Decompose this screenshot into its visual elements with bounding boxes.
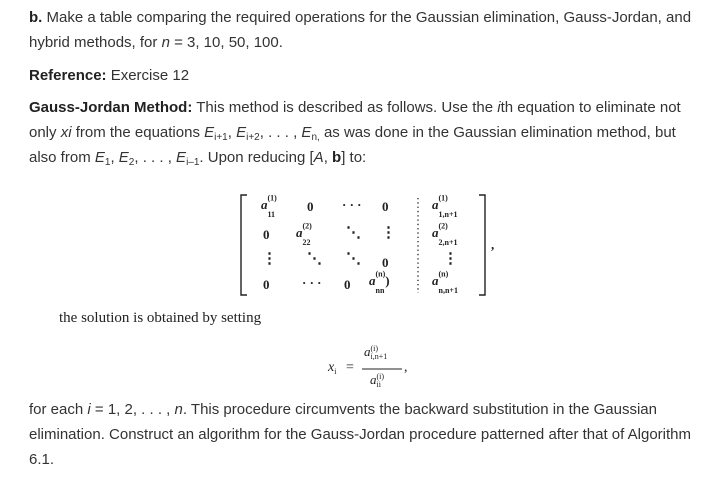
entry-a2n1	[432, 221, 458, 247]
a: a	[369, 273, 376, 288]
gj-e1-sub: i+1	[214, 132, 228, 143]
gj-text-2: th equation to eliminate not only	[29, 99, 681, 141]
vdots: ⋮	[443, 251, 458, 267]
vdots: ⋮	[381, 225, 396, 241]
sub: 1,n+1	[438, 209, 458, 219]
entry-ann	[369, 269, 390, 295]
x: x	[328, 360, 335, 375]
a: a	[432, 197, 439, 212]
sub: ii	[376, 380, 381, 390]
vdots: ⋮	[262, 251, 277, 267]
closing-text-1: for each	[29, 401, 88, 418]
formula-lhs	[328, 360, 336, 376]
reduced-matrix	[239, 193, 495, 297]
entry-zero: 0	[382, 199, 389, 214]
fraction-bar	[362, 368, 402, 370]
gj-text-6: ] to:	[341, 149, 367, 166]
sup: (n)	[375, 269, 386, 279]
a: a	[261, 197, 268, 212]
close-paren: )	[385, 273, 390, 288]
sub: n,n+1	[438, 285, 458, 295]
entry-a11	[261, 193, 277, 219]
gj-en-sub: n,	[311, 132, 320, 143]
entry-zero: 0	[263, 227, 270, 242]
solution-formula	[328, 344, 418, 396]
gj-e1: E	[204, 124, 215, 141]
sub: 11	[267, 209, 276, 219]
gauss-jordan-paragraph	[29, 95, 699, 170]
sub: 22	[302, 237, 311, 247]
a: a	[432, 225, 439, 240]
gj-e2-sub: i+2	[246, 132, 260, 143]
entry-zero: 0	[344, 277, 351, 292]
formula-numerator	[364, 344, 387, 361]
entry-zero: 0	[263, 277, 270, 292]
gj-sep: ,	[323, 149, 333, 166]
a: a	[370, 372, 377, 387]
gj-f1: E	[94, 149, 105, 166]
closing-var-n: n	[174, 401, 183, 418]
entry-zero: 0	[382, 255, 389, 270]
closing-text-3: . This procedure circumvents the backward substitution in the Gaussian elimination. Construct an algorithm for the Gauss-Jordan procedure patterned after that of Algorithm 6.1.	[29, 401, 692, 468]
formula-denominator	[370, 372, 384, 389]
gj-f1-sub: 1	[104, 157, 111, 168]
entry-a1n1	[432, 193, 458, 219]
closing-var-i: i	[87, 401, 91, 418]
gj-sep: , . . . ,	[134, 149, 177, 166]
entry-zero: 0	[307, 199, 314, 214]
gj-f3: E	[176, 149, 187, 166]
gj-en: E	[301, 124, 312, 141]
ddots: ⋱	[346, 251, 361, 267]
matrix-trailing-comma: ,	[491, 237, 495, 252]
solution-label: the solution is obtained by setting	[59, 310, 262, 326]
sup: (2)	[438, 221, 448, 231]
gauss-jordan-label: Gauss-Jordan Method:	[29, 99, 193, 116]
gj-var-a: A	[313, 149, 324, 166]
hdots: · · ·	[302, 275, 322, 290]
sub: nn	[375, 285, 385, 295]
part-b-values: = 3, 10, 50, 100.	[169, 34, 283, 51]
closing-paragraph	[29, 397, 699, 472]
gj-sep: , . . . ,	[259, 124, 302, 141]
formula-trailing-comma: ,	[404, 360, 408, 375]
ddots: ⋱	[346, 225, 361, 241]
gj-f3-sub: i–1	[186, 157, 200, 168]
hdots: · · ·	[342, 197, 362, 212]
part-b-paragraph	[29, 5, 699, 55]
closing-text-2: = 1, 2, . . . ,	[90, 401, 175, 418]
a: a	[296, 225, 303, 240]
entry-a22	[296, 221, 312, 247]
gj-text-4: as was done in the Gaussian elimination method, but also from	[29, 124, 676, 166]
lhs-sub: i	[334, 367, 337, 376]
part-b-label: b.	[29, 9, 43, 26]
entry-ann1	[432, 269, 458, 295]
sup: (n)	[438, 269, 449, 279]
var-n: n	[161, 34, 170, 51]
reference-paragraph	[29, 63, 699, 88]
equals-sign: =	[346, 360, 354, 375]
gj-sep: ,	[110, 149, 119, 166]
reference-label: Reference:	[29, 67, 107, 84]
reference-value: Exercise 12	[106, 67, 190, 84]
sub: 2,n+1	[438, 237, 458, 247]
sup: (1)	[267, 193, 277, 203]
gj-sep: ,	[227, 124, 237, 141]
gj-text-3: from the equations	[71, 124, 205, 141]
part-b-text: Make a table comparing the required operations for the Gaussian elimination, Gauss-Jordan, and hybrid methods, for	[29, 9, 692, 51]
gj-text-1: This method is described as follows. Use the	[192, 99, 498, 116]
sup: (2)	[302, 221, 312, 231]
sup: (1)	[438, 193, 448, 203]
sup: (i)	[370, 344, 379, 354]
gj-f2: E	[118, 149, 129, 166]
a: a	[364, 344, 371, 359]
gj-var-xi: xi	[60, 124, 72, 141]
gj-text-5: . Upon reducing [	[199, 149, 314, 166]
sup: (i)	[376, 372, 385, 382]
gj-f2-sub: 2	[128, 157, 135, 168]
sub: i,n+1	[370, 352, 388, 362]
ddots: ⋱	[307, 251, 322, 267]
a: a	[432, 273, 439, 288]
gj-var-i: i	[497, 99, 501, 116]
gj-var-b: b	[332, 149, 342, 166]
gj-e2: E	[236, 124, 247, 141]
